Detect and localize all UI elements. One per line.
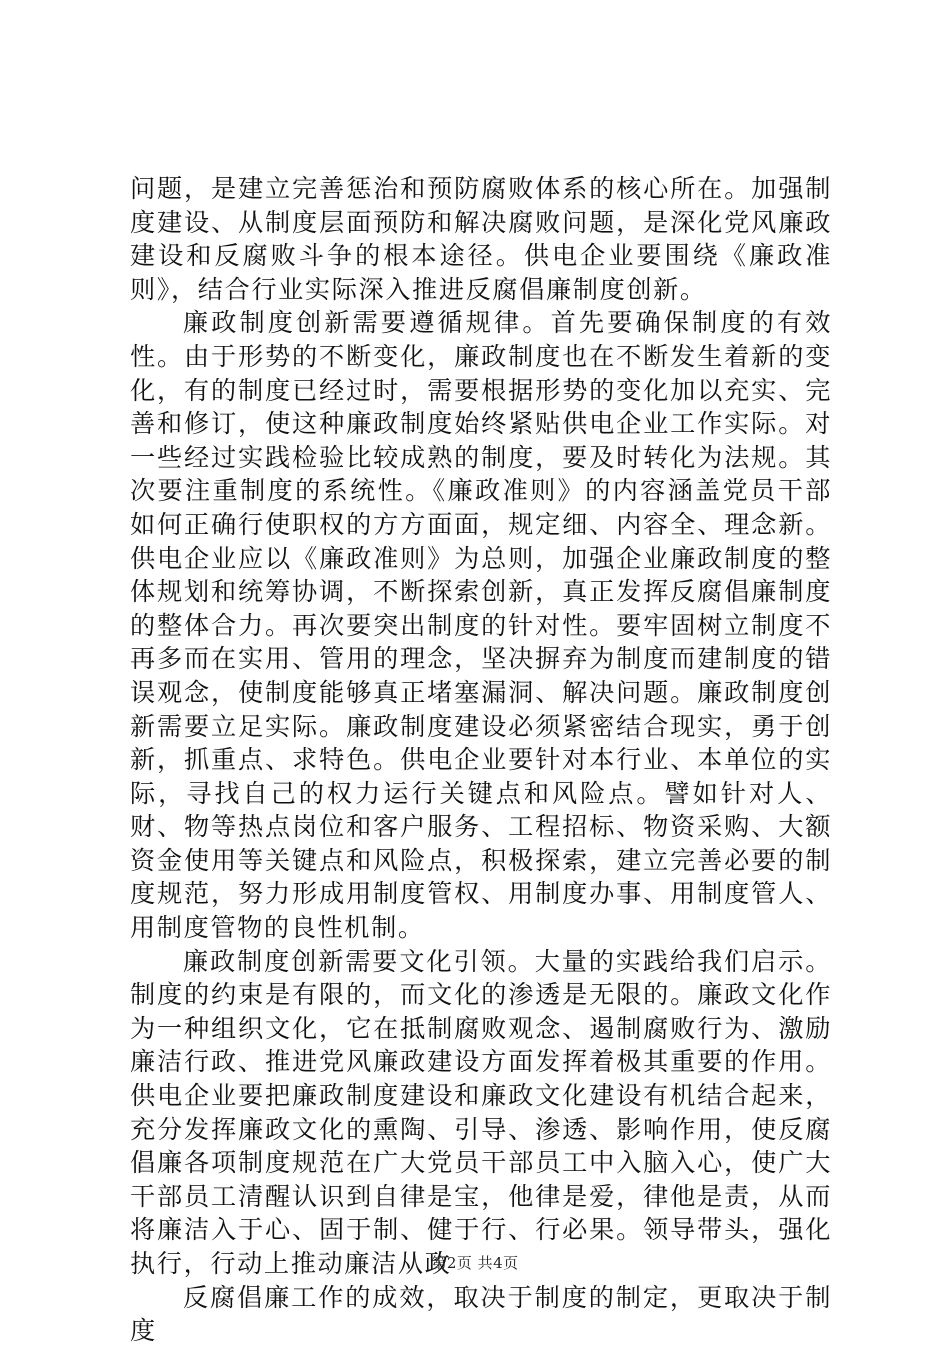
paragraph-continuation: 问题，是建立完善惩治和预防腐败体系的核心所在。加强制度建设、从制度层面预防和解决腐败问题，是深化党风廉政建设和反腐败斗争的根本途径。供电企业要围绕《廉政准则》，结合行业实际深入推进反腐倡廉制度创新。 <box>130 174 832 304</box>
page-footer: 第2页 共4页 <box>431 1254 519 1272</box>
paragraph-culture-leadership: 廉政制度创新需要文化引领。大量的实践给我们启示。制度的约束是有限的，而文化的渗透是无限的。廉政文化作为一种组织文化，它在抵制腐败观念、遏制腐败行为、激励廉洁行政、推进党风廉政建设方面发挥着极其重要的作用。供电企业要把廉政制度建设和廉政文化建设有机结合起来，充分发挥廉政文化的熏陶、引导、渗透、影响作用，使反腐倡廉各项制度规范在广大党员干部员工中入脑入心，使广大干部员工清醒认识到自律是宝，他律是爱，律他是责，从而将廉洁入于心、固于制、健于行、行必果。领导带头，强化执行，行动上推动廉洁从政 <box>130 946 832 1278</box>
document-body <box>130 172 832 1348</box>
paragraph-effectiveness: 反腐倡廉工作的成效，取决于制度的制定，更取决于制度 <box>130 1282 832 1346</box>
paragraph-institution-innovation-rules: 廉政制度创新需要遵循规律。首先要确保制度的有效性。由于形势的不断变化，廉政制度也在不断发生着新的变化，有的制度已经过时，需要根据形势的变化加以充实、完善和修订，使这种廉政制度始终紧贴供电企业工作实际。对一些经过实践检验比较成熟的制度，要及时转化为法规。其次要注重制度的系统性。《廉政准则》的内容涵盖党员干部如何正确行使职权的方方面面，规定细、内容全、理念新。供电企业应以《廉政准则》为总则，加强企业廉政制度的整体规划和统筹协调，不断探索创新，真正发挥反腐倡廉制度的整体合力。再次要突出制度的针对性。要牢固树立制度不再多而在实用、管用的理念，坚决摒弃为制度而建制度的错误观念，使制度能够真正堵塞漏洞、解决问题。廉政制度创新需要立足实际。廉政制度建设必须紧密结合现实，勇于创新，抓重点、求特色。供电企业要针对本行业、本单位的实际，寻找自己的权力运行关键点和风险点。譬如针对人、财、物等热点岗位和客户服务、工程招标、物资采购、大额资金使用等关键点和风险点，积极探索，建立完善必要的制度规范，努力形成用制度管权、用制度办事、用制度管人、用制度管物的良性机制。 <box>130 308 832 943</box>
